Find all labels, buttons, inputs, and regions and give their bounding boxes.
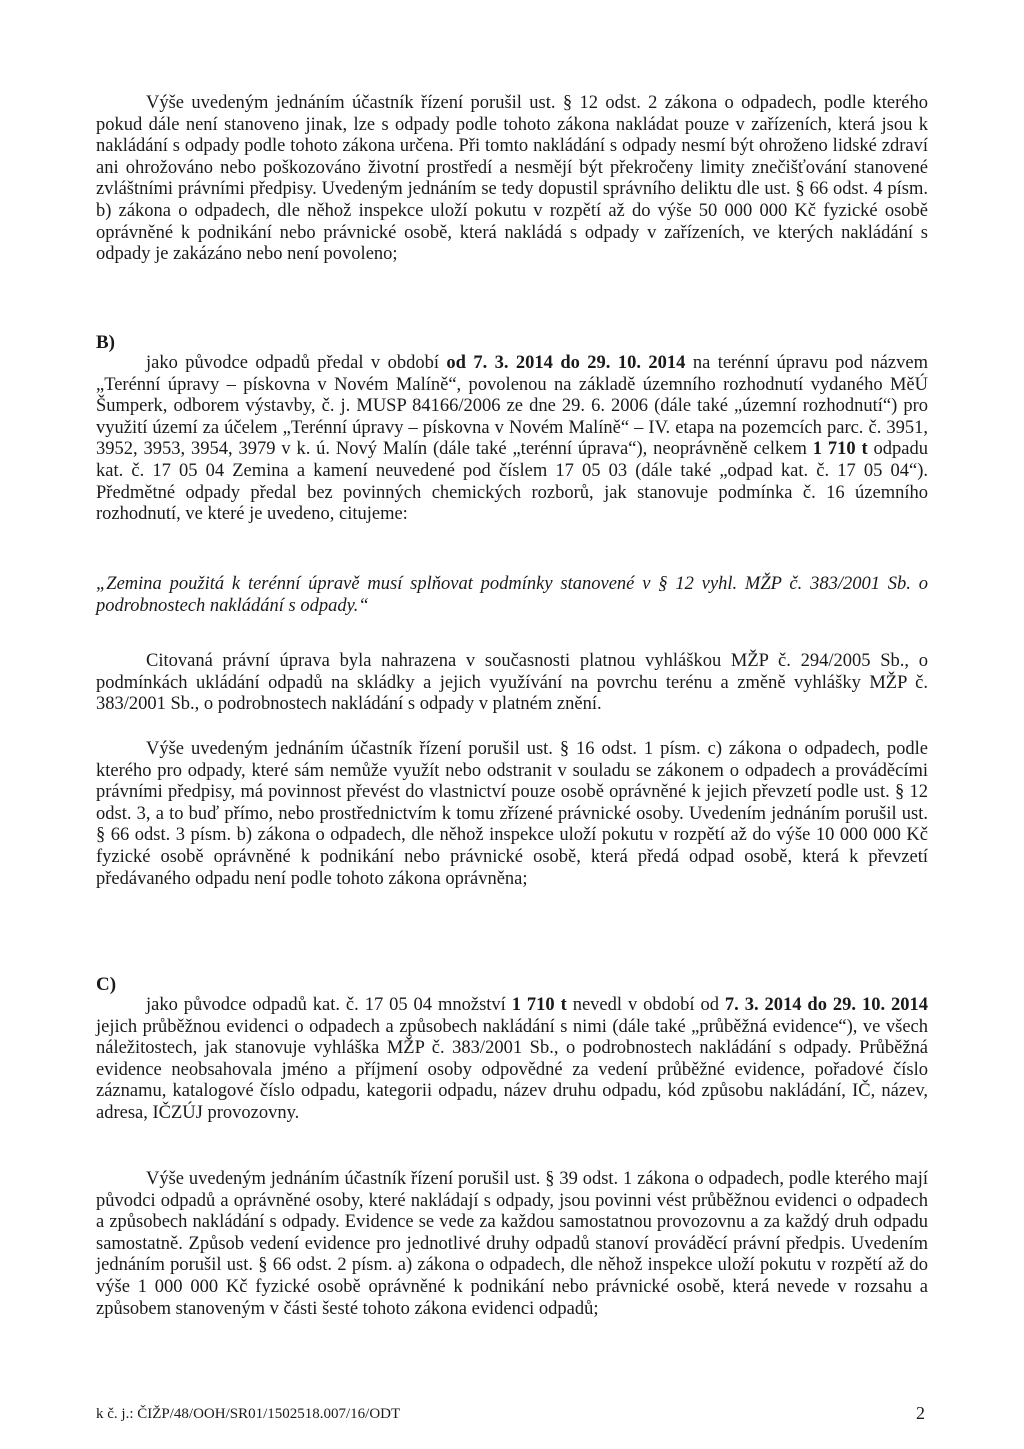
page-number: 2: [916, 1403, 925, 1423]
paragraph-legal-update: [96, 651, 928, 716]
paragraph-text: na terénní úpravu pod názvem „Terénní úpravy – pískovna v Novém Malíně“, povolenou na základě územního rozhodnutí vydaného MěÚ Šumperk, odborem výstavby, č. j. MUSP 84166/2006 ze dne 29. 6. 2006 (dále také „územní rozhodnutí“) pro využití území za účelem „Terénní úpravy – pískovna v Novém Malíně“ – IV. etapa na pozemcích parc. č. 3951, 3952, 3953, 3954, 3979 v k. ú. Nový Malín (dále také „terénní úprava“), neoprávněně celkem: [96, 353, 928, 460]
footer-reference: k č. j.: ČIŽP/48/OOH/SR01/1502518.007/16/ODT: [96, 1406, 401, 1422]
section-label-c: C): [96, 974, 117, 995]
bold-period: 7. 3. 2014 do 29. 10. 2014: [724, 995, 929, 1015]
paragraph-violation-39: [96, 1169, 928, 1320]
section-label-b: B): [96, 332, 115, 353]
paragraph-section-b: [96, 353, 928, 526]
paragraph-text: Citovaná právní úprava byla nahrazena v současnosti platnou vyhláškou MŽP č. 294/2005 Sb., o podmínkách ukládání odpadů na skládky a jejich využívání na povrchu terénu a změně vyhlášky MŽP č. 383/2001 Sb., o podrobnostech nakládání s odpady v platném znění.: [96, 651, 928, 715]
paragraph-text: jako původce odpadů kat. č. 17 05 04 množství: [146, 995, 512, 1015]
citation-quote: „Zemina použitá k terénní úpravě musí splňovat podmínky stanovené v § 12 vyhl. MŽP č. 383/2001 Sb. o podrobnostech nakládání s odpady.“: [96, 574, 928, 616]
paragraph-violation-12: [96, 93, 928, 266]
paragraph-violation-16: [96, 739, 928, 890]
bold-period: od 7. 3. 2014 do 29. 10. 2014: [446, 353, 686, 373]
paragraph-text: odpadu kat. č. 17 05 04 Zemina a kamení neuvedené pod číslem 17 05 03 (dále také „odpad kat. č. 17 05 04“). Předmětné odpady předal bez povinných chemických rozborů, jak stanovuje podmínka č. 16 územního rozhodnutí, ve které je uvedeno, citujeme:: [96, 439, 928, 525]
bold-amount: 1 710 t: [812, 439, 868, 460]
bold-amount: 1 710 t: [511, 995, 567, 1015]
paragraph-section-c: [96, 995, 928, 1125]
paragraph-text: jejich průběžnou evidenci o odpadech a způsobech nakládání s nimi (dále také „průběžná evidence“), ve všech náležitostech, jak stanovuje vyhláška MŽP č. 383/2001 Sb., o podrobnostech nakládání s odpady. Průběžná evidence neobsahovala jméno a příjmení osoby odpovědné za vedení průběžné evidence, pořadové číslo záznamu, katalogové číslo odpadu, kategorii odpadu, název druhu odpadu, kód způsobu nakládání, IČ, název, adresa, IČZÚJ provozovny.: [96, 1016, 928, 1123]
paragraph-text: nevedl v období od: [566, 995, 725, 1015]
paragraph-text: Výše uvedeným jednáním účastník řízení porušil ust. § 16 odst. 1 písm. c) zákona o odpadech, podle kterého pro odpady, které sám nemůže využít nebo odstranit v souladu se zákonem o odpadech a prováděcími právními předpisy, má povinnost převést do vlastnictví pouze osobě oprávněné k jejich převzetí podle ust. § 12 odst. 3, a to buď přímo, nebo prostřednictvím k tomu zřízené právnické osoby. Uvedením jednáním porušil ust. § 66 odst. 3 písm. b) zákona o odpadech, dle něhož inspekce uloží pokutu v rozpětí až do výše 10 000 000 Kč fyzické osobě oprávněné k podnikání nebo právnické osobě, která předá odpad osobě, která k převzetí předávaného odpadu není podle tohoto zákona oprávněna;: [96, 739, 928, 889]
paragraph-text: Výše uvedeným jednáním účastník řízení porušil ust. § 12 odst. 2 zákona o odpadech, podle kterého pokud dále není stanoveno jinak, lze s odpady podle tohoto zákona nakládat pouze v zařízeních, která jsou k nakládání s odpady podle tohoto zákona určena. Při tomto nakládání s odpady nesmí být ohroženo lidské zdraví ani ohrožováno nebo poškozováno životní prostředí a nesmějí být překročeny limity znečišťování stanovené zvláštními právními předpisy. Uvedeným jednáním se tedy dopustil správního deliktu dle ust. § 66 odst. 4 písm. b) zákona o odpadech, dle něhož inspekce uloží pokutu v rozpětí až do výše 50 000 000 Kč fyzické osobě oprávněné k podnikání nebo právnické osobě, která nakládá s odpady v zařízeních, ve kterých nakládání s odpady je zakázáno nebo není povoleno;: [96, 93, 928, 265]
paragraph-text: jako původce odpadů předal v období: [146, 353, 447, 373]
paragraph-text: Výše uvedeným jednáním účastník řízení porušil ust. § 39 odst. 1 zákona o odpadech, podle kterého mají původci odpadů a oprávněné osoby, které nakládají s odpady, jsou povinni vést průběžnou evidenci o odpadech a způsobech nakládání s odpady. Evidence se vede za každou samostatnou provozovnu a za každý druh odpadu samostatně. Způsob vedení evidence pro jednotlivé druhy odpadů stanoví prováděcí právní předpis. Uvedením jednáním porušil ust. § 66 odst. 2 písm. a) zákona o odpadech, dle něhož inspekce uloží pokutu v rozpětí až do výše 1 000 000 Kč fyzické osobě oprávněné k podnikání nebo právnické osobě, která nevede v rozsahu a způsobem stanoveným v části šesté tohoto zákona evidenci odpadů;: [96, 1169, 928, 1319]
